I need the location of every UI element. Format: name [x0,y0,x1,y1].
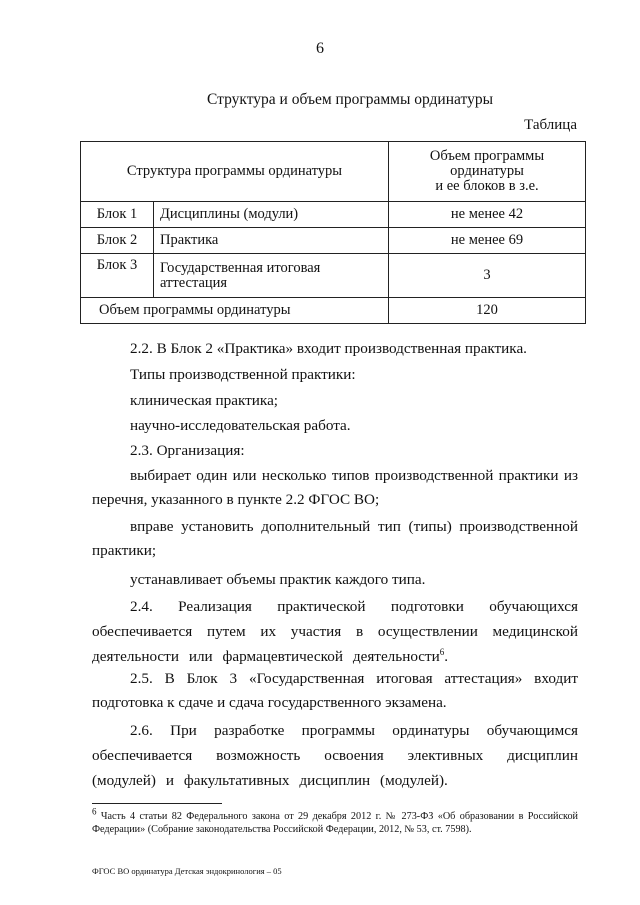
total-label-cell: Объем программы ординатуры [81,298,389,324]
table-total-row [81,298,586,324]
block-volume-cell: не менее 42 [389,202,586,228]
paragraph: научно-исследовательская работа. [130,417,351,434]
paragraph: 2.6. При разработке программы ординатуры обучающимся обеспечивается возможность освоения элективных дисциплин (модулей) и факультативных дисциплин (модулей). [92,722,578,789]
footnote-mark: 6 [92,806,97,817]
program-structure-table [80,141,586,324]
page-number: 6 [316,40,324,57]
page-footer: ФГОС ВО ординатура Детская эндокринология – 05 [92,866,282,876]
table-row [81,254,586,298]
paragraph: вправе установить дополнительный тип (типы) производственной практики; [92,518,578,559]
header-structure-cell: Структура программы ординатуры [81,142,389,202]
table-title: Структура и объем программы ординатуры [207,91,493,108]
paragraph-end: . [444,648,449,665]
block-volume-cell: не менее 69 [389,228,586,254]
table-label: Таблица [524,117,577,133]
block-name-line: аттестация [160,274,228,291]
footnote-reference: 6 [439,646,445,657]
block-name-cell: Дисциплины (модули) [154,202,389,228]
block-name-cell: Практика [154,228,389,254]
footnote-separator [92,803,222,804]
paragraph: 2.5. В Блок 3 «Государственная итоговая аттестация» входит подготовка к сдаче и сдача государственного экзамена. [92,670,578,711]
header-volume-cell [389,142,586,202]
table-row [81,228,586,254]
paragraph: выбирает один или несколько типов производственной практики из перечня, указанного в пункте 2.2 ФГОС ВО; [92,467,578,508]
table-row [81,202,586,228]
header-volume-line: Объем программы [429,148,545,164]
paragraph-text: 2.4. Реализация практической подготовки обучающихся обеспечивается путем их участия в осуществлении медицинской деятельности или фармацевтической деятельности [92,598,578,665]
header-volume-line: и ее блоков в з.е. [435,178,539,194]
block-cell: Блок 1 [81,202,154,228]
total-value-cell: 120 [389,298,586,324]
block-name-line: Государственная итоговая [160,259,321,276]
block-cell: Блок 3 [81,254,154,298]
paragraph: Типы производственной практики: [130,366,356,383]
table-header-row [81,142,586,202]
paragraph: клиническая практика; [130,392,279,409]
header-volume-line: ординатуры [450,163,524,179]
footnote-text: Часть 4 статьи 82 Федерального закона от 29 декабря 2012 г. № 273-ФЗ «Об образовании в Российской Федерации» (Собрание законодательства Российской Федерации, 2012, № 53, ст. 7598). [92,811,578,835]
block-cell: Блок 2 [81,228,154,254]
paragraph: 2.2. В Блок 2 «Практика» входит производственная практика. [130,340,527,357]
footnote [92,806,578,836]
block-volume-cell: 3 [389,254,586,298]
paragraph-with-footnote [92,594,578,669]
paragraph: устанавливает объемы практик каждого типа. [130,571,426,588]
block-name-cell [154,254,389,298]
paragraph: 2.3. Организация: [130,442,245,459]
